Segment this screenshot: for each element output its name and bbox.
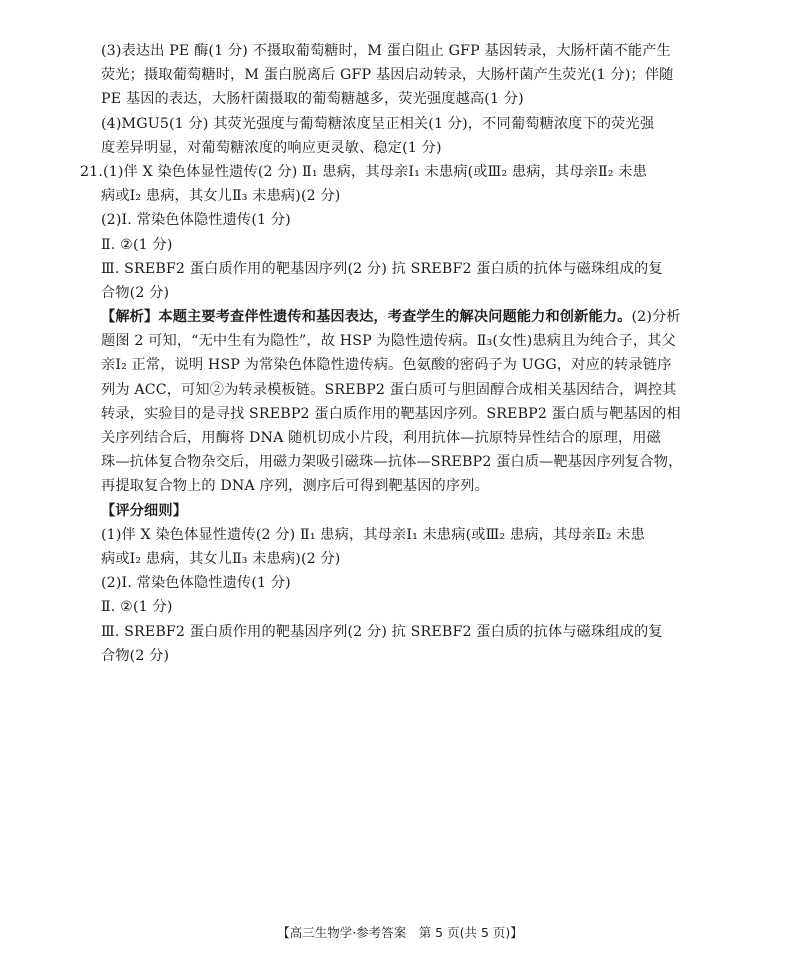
text-line: 珠—抗体复合物杂交后，用磁力架吸引磁珠—抗体—SREBP2 蛋白质—靶基因序列复合物， (101, 454, 683, 471)
text-line: 病或Ⅰ₂ 患病，其女儿Ⅱ₃ 未患病)(2 分) (101, 550, 341, 567)
text-line: Ⅲ. SREBF2 蛋白质作用的靶基因序列(2 分) 抗 SREBF2 蛋白质的抗体与磁珠组成的复 (101, 623, 663, 640)
text-line: (2)Ⅰ. 常染色体隐性遗传(1 分) (101, 575, 291, 592)
text-line: 亲Ⅰ₂ 正常，说明 HSP 为常染色体隐性遗传病。色氨酸的密码子为 UGG，对应的转录链序 (101, 357, 672, 374)
text-line: 列为 ACC，可知②为转录模板链。SREBP2 蛋白质可与胆固醇合成相关基因结合，调控其 (101, 381, 677, 398)
answer-content (80, 39, 701, 668)
text-line: 关序列结合后，用酶将 DNA 随机切成小片段，利用抗体—抗原特异性结合的原理，用磁 (101, 430, 661, 446)
text-line: Ⅱ. ②(1 分) (101, 236, 173, 253)
text-line: 合物(2 分) (101, 284, 170, 301)
text-line: 荧光；摄取葡萄糖时，M 蛋白脱离后 GFP 基因启动转录，大肠杆菌产生荧光(1 分)；伴随 (101, 67, 674, 84)
text-line: 转录，实验目的是寻找 SREBP2 蛋白质作用的靶基因序列。SREBP2 蛋白质与靶基因的相 (101, 405, 681, 422)
text-line: 合物(2 分) (101, 647, 170, 664)
question-21-line: 21.(1)伴 X 染色体显性遗传(2 分) Ⅱ₁ 患病，其母亲Ⅰ₁ 未患病(或Ⅲ₂ 患病，其母亲Ⅱ₂ 未患 (80, 163, 647, 180)
text-line: Ⅲ. SREBF2 蛋白质作用的靶基因序列(2 分) 抗 SREBF2 蛋白质的抗体与磁珠组成的复 (101, 260, 663, 277)
text-line: (3)表达出 PE 酶(1 分) 不摄取葡萄糖时，M 蛋白阻止 GFP 基因转录，大肠杆菌不能产生 (101, 43, 671, 59)
text-line: 病或Ⅰ₂ 患病，其女儿Ⅱ₃ 未患病)(2 分) (101, 188, 341, 205)
text-line: 题图 2 可知，“无中生有为隐性”，故 HSP 为隐性遗传病。Ⅱ₃(女性)患病且为纯合子，其父 (101, 333, 676, 350)
text-line: (4)MGU5(1 分) 其荧光强度与葡萄糖浓度呈正相关(1 分)，不同葡萄糖浓度下的荧光强 (101, 115, 655, 132)
scoring-heading: 【评分细则】 (101, 502, 188, 519)
analysis-heading-line (101, 305, 701, 329)
text-line: (1)伴 X 染色体显性遗传(2 分) Ⅱ₁ 患病，其母亲Ⅰ₁ 未患病(或Ⅲ₂ 患病，其母亲Ⅱ₂ 未患 (101, 526, 645, 543)
text-line: 再提取复合物上的 DNA 序列，测序后可得到靶基因的序列。 (101, 478, 489, 495)
analysis-heading: 【解析】本题主要考查伴性遗传和基因表达，考查学生的解决问题能力和创新能力。 (101, 309, 632, 326)
analysis-heading-tail: (2)分析 (631, 309, 681, 326)
text-line: Ⅱ. ②(1 分) (101, 599, 173, 616)
text-line: 度差异明显，对葡萄糖浓度的响应更灵敏、稳定(1 分) (101, 139, 442, 156)
text-line: PE 基因的表达，大肠杆菌摄取的葡萄糖越多，荧光强度越高(1 分) (101, 91, 524, 108)
page-footer: 【高三生物学·参考答案 第 5 页(共 5 页)】 (277, 925, 523, 940)
text-line: (2)Ⅰ. 常染色体隐性遗传(1 分) (101, 212, 291, 229)
